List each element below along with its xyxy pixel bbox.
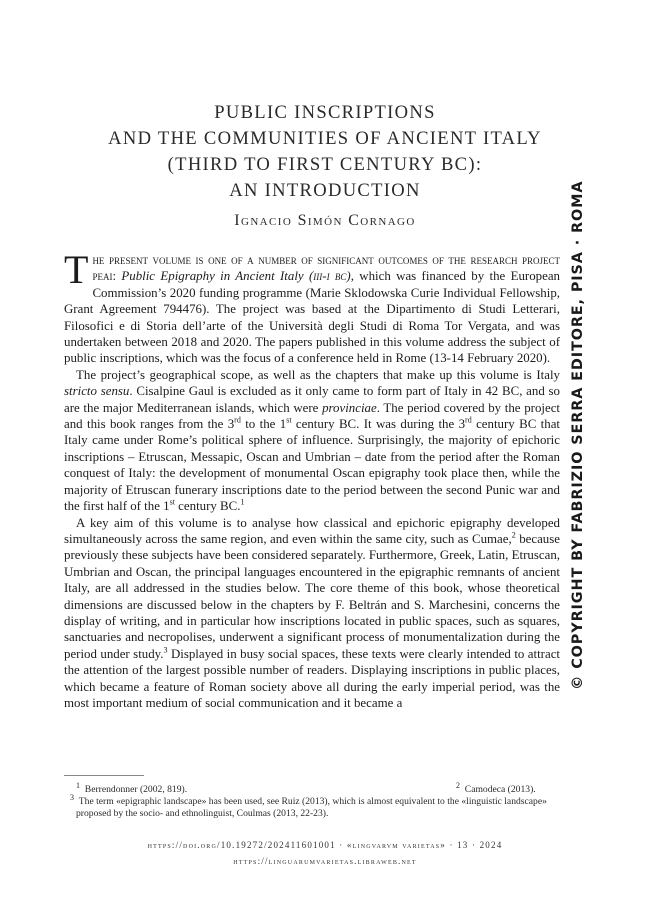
p2-text-3: . The period covered by the project and this book ranges from the 3	[64, 400, 560, 432]
title-block	[0, 100, 650, 204]
title-line-2: AND THE COMMUNITIES OF ANCIENT ITALY	[108, 128, 542, 149]
footer-doi-line[interactable]: https://doi.org/10.19272/202411601001 · «lingvarvm varietas» · 13 · 2024	[147, 840, 503, 850]
p2-italic-1: stricto sensu	[64, 384, 130, 399]
drop-cap: T	[64, 247, 89, 292]
footnote-rule	[64, 775, 144, 776]
p3-text-3: Displayed in busy social spaces, these texts were clearly intended to attract the attention of the largest possible number of readers. Displaying inscriptions in public places, which became a feature of Roman society above all during the early imperial period, was the most important medium of social communication and it became a	[64, 646, 561, 710]
footnote-2	[456, 780, 536, 796]
title-line-1: PUBLIC INSCRIPTIONS	[214, 102, 436, 123]
footnote-ref-2[interactable]: 2	[511, 530, 516, 540]
title-line-4: AN INTRODUCTION	[229, 180, 421, 201]
footer-url-line[interactable]: https://linguarumvarietas.libraweb.net	[233, 856, 417, 866]
footnote-2-text: Camodeca (2013).	[464, 784, 536, 795]
ordinal-suffix: st	[286, 415, 292, 425]
footnote-1-number: 1	[76, 780, 80, 790]
ordinal-suffix: rd	[465, 415, 472, 425]
footnote-2-number: 2	[456, 780, 460, 790]
footnote-1	[76, 780, 188, 796]
author-name: Ignacio Simón Cornago	[234, 212, 416, 229]
p2-text-4: to the 1	[240, 417, 287, 432]
p2-text-6: century BC that Italy came under Rome’s political sphere of influence. Surprisingly, the majority of epichoric inscriptions – Etruscan, Messapic, Oscan and Umbrian – date from the period after the Roman conquest of Italy: the development of monumental Oscan epigraphy took place then, while the majority of Etruscan funerary inscriptions date to the period between the second Punic war and the first half of the 1	[64, 417, 561, 514]
p1-text-1: he present volume is one of a number of significant outcomes of the research project	[92, 253, 560, 267]
paragraph-3	[64, 515, 560, 712]
title-line-3: (THIRD TO FIRST CENTURY BC):	[167, 154, 483, 175]
p2-text-1: The project’s geographical scope, as well as the chapters that make up this volume is Italy	[76, 367, 560, 382]
p3-text-1: A key aim of this volume is to analyse how classical and epichoric epigraphy developed simultaneously across the same region, and even within the same city, such as Cumae,	[64, 515, 560, 546]
project-acronym: peai	[92, 269, 113, 284]
footnote-row-1-2	[64, 780, 560, 796]
paragraph-2	[64, 367, 560, 515]
footnote-ref-1[interactable]: 1	[240, 497, 245, 507]
footnote-3-text: The term «epigraphic landscape» has been used, see Ruiz (2013), which is almost equivalent to the «linguistic landscape» proposed by the socio- and ethnolinguist, Coulmas (2013, 22-23).	[76, 796, 547, 819]
body-text	[64, 247, 561, 711]
p2-text-5: century BC. It was during the 3	[291, 417, 466, 432]
p1-text-3: , which was financed by the European Commission’s 2020 funding programme (Marie Sklodowska Curie Individual Fellowship, Grant Agreement 794476). The project was based at the Dipartimento di Studi Letterari, Filosofici e di Storia dell’arte of the Università degli Studi di Roma Tor Vergata, and was undertaken between 2018 and 2020. The papers published in this volume address the subject of public inscriptions, which was the focus of a conference held in Rome (13-14 February 2020).	[64, 269, 560, 366]
footnote-3-number: 3	[70, 792, 74, 802]
paragraph-1	[64, 247, 560, 367]
footnote-1-text: Berrendonner (2002, 819).	[84, 784, 188, 795]
footnotes	[64, 780, 560, 820]
p2-italic-2: provinciae	[322, 400, 377, 415]
p3-text-2: because previously these subjects have been considered separately. Furthermore, Greek, Latin, Etruscan, Umbrian and Oscan, the principal languages encountered in the epigraphic remnants of ancient Italy, are all addressed in the studies below. The core theme of this book, whose theoretical dimensions are discussed below in the chapters by F. Beltrán and S. Marchesini, concerns the display of writing, and in particular how inscriptions located in public spaces, such as squares, sanctuaries and necropolises, underwent a significant process of monumentalization during the period under study.	[64, 531, 560, 661]
footnote-ref-3[interactable]: 3	[163, 645, 168, 655]
p2-text-2: . Cisalpine Gaul is excluded as it only came to form part of Italy in 42 BC, and so are the major Mediterranean islands, which were	[64, 384, 561, 415]
project-title-dates: iii-i bc	[313, 269, 347, 284]
ordinal-suffix: rd	[234, 415, 241, 425]
p1-text-2: :	[112, 269, 122, 284]
copyright-notice: © COPYRIGHT BY FABRIZIO SERRA EDITORE, PISA · ROMA	[570, 180, 586, 690]
project-title: Public Epigraphy in Ancient Italy (	[121, 269, 314, 284]
p2-text-7: century BC.	[174, 499, 241, 514]
footnote-3	[64, 792, 560, 820]
project-title-close: )	[346, 269, 351, 284]
ordinal-suffix: st	[169, 497, 175, 507]
